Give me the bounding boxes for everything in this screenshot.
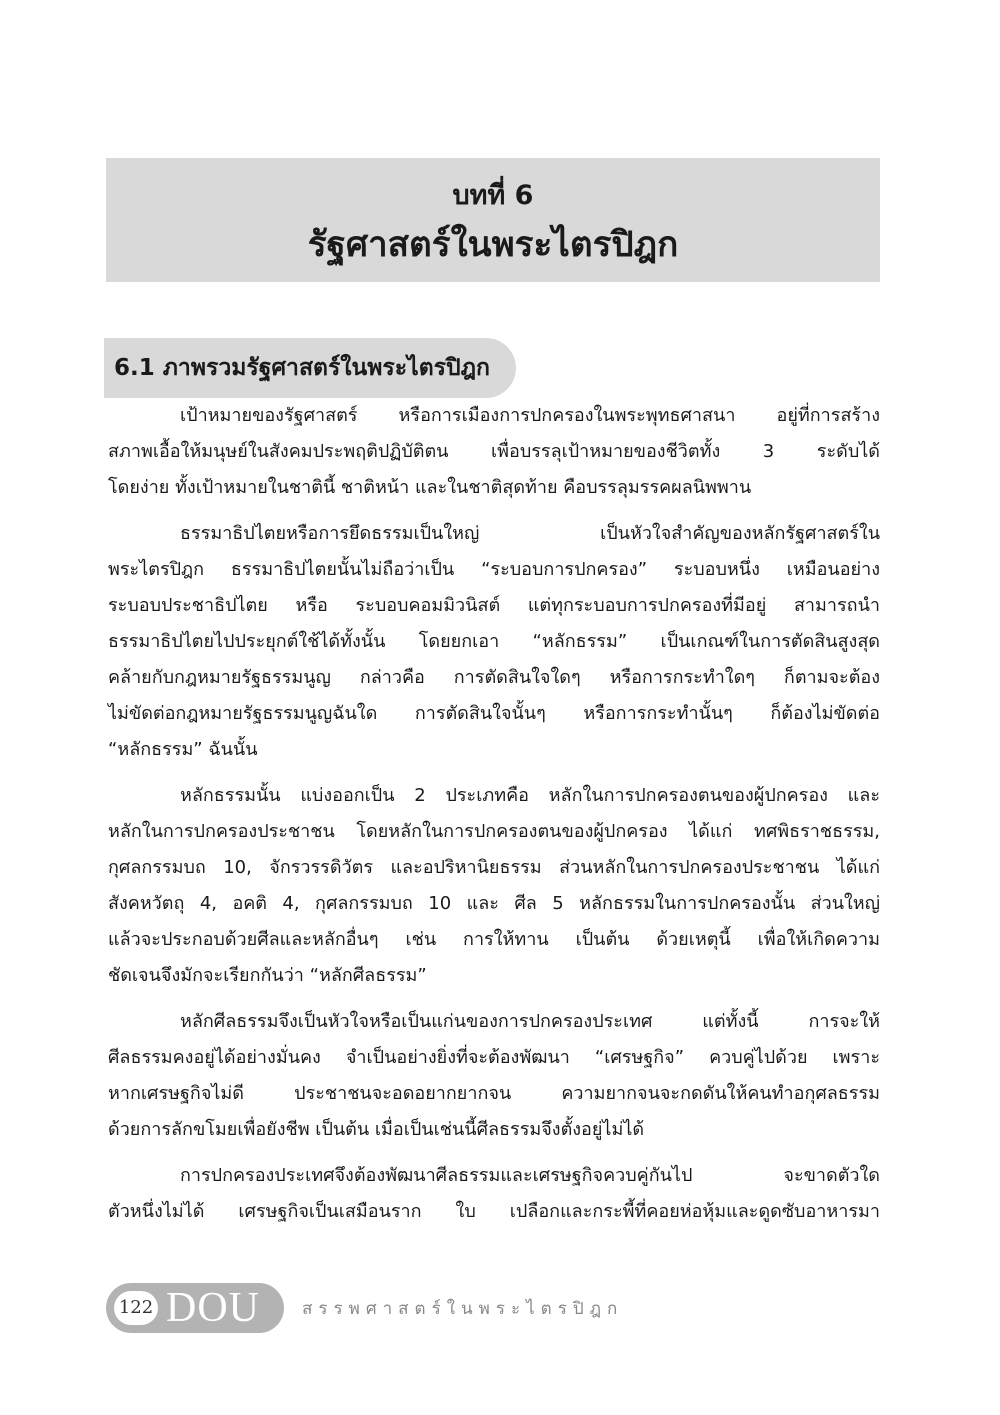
paragraph-line: “หลักธรรม” ฉันนั้น bbox=[108, 739, 258, 760]
paragraph-line: เป้าหมายของรัฐศาสตร์ หรือการเมืองการปกครองในพระพุทธศาสนา อยู่ที่การสร้าง bbox=[180, 405, 880, 426]
page-footer bbox=[106, 1283, 623, 1333]
paragraph-line: คล้ายกับกฎหมายรัฐธรรมนูญ กล่าวคือ การตัดสินใจใดๆ หรือการกระทำใดๆ ก็ตามจะต้อง bbox=[108, 667, 880, 688]
paragraph-line: ชัดเจนจึงมักจะเรียกกันว่า “หลักศีลธรรม” bbox=[108, 965, 427, 986]
paragraph-line: สภาพเอื้อให้มนุษย์ในสังคมประพฤติปฏิบัติตน เพื่อบรรลุเป้าหมายของชีวิตทั้ง 3 ระดับได้ bbox=[108, 441, 880, 462]
paragraph-line: แล้วจะประกอบด้วยศีลและหลักอื่นๆ เช่น การให้ทาน เป็นต้น ด้วยเหตุนี้ เพื่อให้เกิดความ bbox=[108, 929, 880, 950]
paragraph-line: โดยง่าย ทั้งเป้าหมายในชาตินี้ ชาติหน้า และในชาติสุดท้าย คือบรรลุมรรคผลนิพพาน bbox=[108, 477, 752, 498]
paragraph-line: กุศลกรรมบถ 10, จักรวรรดิวัตร และอปริหานิยธรรม ส่วนหลักในการปกครองประชาชน ได้แก่ bbox=[108, 857, 880, 878]
chapter-title: รัฐศาสตร์ในพระไตรปิฎก bbox=[307, 225, 679, 265]
page-number: 122 bbox=[114, 1291, 158, 1325]
paragraph-line: ด้วยการลักขโมยเพื่อยังชีพ เป็นต้น เมื่อเป็นเช่นนี้ศีลธรรมจึงตั้งอยู่ไม่ได้ bbox=[108, 1119, 645, 1140]
paragraph-line: การปกครองประเทศจึงต้องพัฒนาศีลธรรมและเศรษฐกิจควบคู่กันไป จะขาดตัวใด bbox=[180, 1165, 880, 1186]
paragraph-1 bbox=[108, 398, 880, 506]
paragraph-line: พระไตรปิฎก ธรรมาธิปไตยนั้นไม่ถือว่าเป็น “ระบอบการปกครอง” ระบอบหนึ่ง เหมือนอย่าง bbox=[108, 559, 880, 580]
paragraph-line: ระบอบประชาธิปไตย หรือ ระบอบคอมมิวนิสต์ แต่ทุกระบอบการปกครองที่มีอยู่ สามารถนำ bbox=[108, 595, 880, 616]
paragraph-line: หลักธรรมนั้น แบ่งออกเป็น 2 ประเภทคือ หลักในการปกครองตนของผู้ปกครอง และ bbox=[180, 785, 880, 806]
paragraph-4 bbox=[108, 1004, 880, 1148]
paragraph-line: หลักศีลธรรมจึงเป็นหัวใจหรือเป็นแก่นของการปกครองประเทศ แต่ทั้งนี้ การจะให้ bbox=[180, 1011, 880, 1032]
paragraph-line: ศีลธรรมคงอยู่ได้อย่างมั่นคง จำเป็นอย่างยิ่งที่จะต้องพัฒนา “เศรษฐกิจ” ควบคู่ไปด้วย เพราะ bbox=[108, 1047, 880, 1068]
paragraph-5 bbox=[108, 1158, 880, 1230]
paragraph-line: สังคหวัตถุ 4, อคติ 4, กุศลกรรมบถ 10 และ ศีล 5 หลักธรรมในการปกครองนั้น ส่วนใหญ่ bbox=[108, 893, 880, 914]
chapter-banner bbox=[106, 158, 880, 282]
paragraph-line: ธรรมาธิปไตยไปประยุกต์ใช้ได้ทั้งนั้น โดยยกเอา “หลักธรรม” เป็นเกณฑ์ในการตัดสินสูงสุด bbox=[108, 631, 880, 652]
section-heading: 6.1 ภาพรวมรัฐศาสตร์ในพระไตรปิฎก bbox=[104, 338, 516, 398]
book-title: สรรพศาสตร์ในพระไตรปิฎก bbox=[302, 1298, 624, 1319]
paragraph-line: ไม่ขัดต่อกฎหมายรัฐธรรมนูญฉันใด การตัดสินใจนั้นๆ หรือการกระทำนั้นๆ ก็ต้องไม่ขัดต่อ bbox=[108, 703, 880, 724]
dou-logo: DOU bbox=[166, 1285, 260, 1331]
paragraph-line: หลักในการปกครองประชาชน โดยหลักในการปกครองตนของผู้ปกครอง ได้แก่ ทศพิธราชธรรม, bbox=[108, 821, 880, 842]
paragraph-line: ตัวหนึ่งไม่ได้ เศรษฐกิจเป็นเสมือนราก ใบ เปลือกและกระพี้ที่คอยห่อหุ้มและดูดซับอาหารมา bbox=[108, 1201, 880, 1222]
paragraph-line: ธรรมาธิปไตยหรือการยึดธรรมเป็นใหญ่ เป็นหัวใจสำคัญของหลักรัฐศาสตร์ใน bbox=[180, 523, 880, 544]
paragraph-2 bbox=[108, 516, 880, 768]
chapter-number: บทที่ 6 bbox=[452, 180, 534, 211]
paragraph-line: หากเศรษฐกิจไม่ดี ประชาชนจะอดอยากยากจน ความยากจนจะกดดันให้คนทำอกุศลธรรม bbox=[108, 1083, 880, 1104]
footer-badge bbox=[106, 1283, 284, 1333]
paragraph-3 bbox=[108, 778, 880, 994]
body-text bbox=[108, 398, 880, 1240]
